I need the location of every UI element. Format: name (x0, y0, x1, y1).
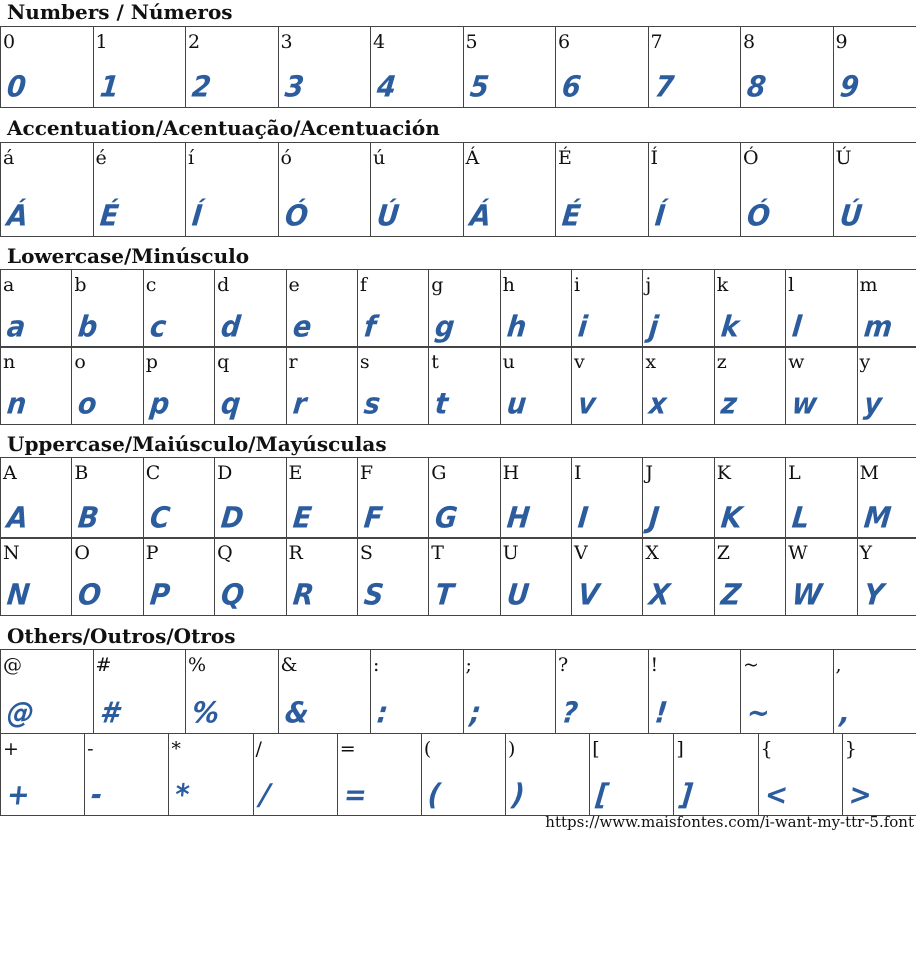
glyph-cell (1, 347, 72, 425)
glyph-cell (143, 458, 214, 539)
character-label: # (95, 654, 112, 676)
glyph-sample: R (290, 578, 315, 613)
glyph-cell (286, 347, 357, 425)
uppercase-grid-row2 (0, 537, 916, 616)
glyph-cell (357, 347, 428, 425)
character-label: í (188, 147, 195, 169)
character-label: B (74, 462, 89, 484)
glyph-sample: n (5, 387, 28, 422)
character-label: ; (465, 654, 472, 676)
glyph-cell (215, 347, 286, 425)
character-label: + (3, 738, 19, 760)
character-label: É (558, 147, 572, 169)
character-label: v (574, 351, 585, 373)
glyph-cell (500, 538, 571, 616)
glyph-cell (93, 650, 186, 734)
glyph-cell (72, 347, 143, 425)
glyph-sample: 3 (282, 70, 305, 105)
glyph-sample: # (97, 696, 120, 731)
glyph-cell (186, 27, 279, 108)
character-label: e (288, 274, 300, 296)
character-label: 6 (558, 31, 571, 53)
glyph-cell (278, 650, 371, 734)
glyph-cell (337, 734, 421, 816)
glyph-sample: C (148, 501, 171, 536)
character-label: q (217, 351, 230, 373)
glyph-sample: @ (5, 696, 35, 731)
glyph-sample: f (362, 310, 377, 345)
glyph-sample: Y (861, 578, 884, 613)
glyph-sample: , (837, 696, 851, 731)
glyph-cell (572, 538, 643, 616)
glyph-sample: F (362, 501, 384, 536)
glyph-cell (371, 27, 464, 108)
glyph-cell (286, 458, 357, 539)
character-label: ) (508, 738, 516, 760)
glyph-sample: ; (467, 696, 482, 731)
glyph-sample: x (647, 387, 668, 422)
glyph-sample: t (433, 387, 449, 422)
glyph-cell (1, 734, 85, 816)
character-label: I (574, 462, 582, 484)
character-label: l (788, 274, 795, 296)
glyph-cell (758, 734, 842, 816)
glyph-sample: ) (510, 778, 526, 813)
glyph-sample: < (762, 778, 788, 813)
glyph-sample: * (173, 778, 191, 813)
glyph-sample: W (790, 578, 823, 613)
glyph-sample: p (148, 387, 170, 422)
character-label: { (760, 738, 773, 760)
glyph-sample: Ó (282, 199, 309, 234)
character-label: é (95, 147, 107, 169)
glyph-sample: D (219, 501, 245, 536)
glyph-sample: É (97, 199, 119, 234)
character-label: Ú (835, 147, 852, 169)
character-label: f (359, 274, 367, 296)
glyph-sample: m (861, 310, 893, 345)
character-label: ? (558, 654, 569, 676)
glyph-sample: Í (652, 199, 666, 234)
glyph-cell (506, 734, 590, 816)
glyph-cell (85, 734, 169, 816)
character-label: M (859, 462, 879, 484)
glyph-sample: s (362, 387, 381, 422)
glyph-cell (429, 270, 500, 348)
glyph-cell (1, 650, 94, 734)
character-label: : (373, 654, 380, 676)
character-label: V (574, 542, 588, 564)
section-title-accentuation: Accentuation/Acentuação/Acentuación (7, 116, 440, 140)
character-label: R (288, 542, 303, 564)
character-label: @ (3, 654, 22, 676)
glyph-cell (72, 538, 143, 616)
glyph-cell (643, 458, 714, 539)
glyph-sample: o (76, 387, 98, 422)
glyph-cell (93, 143, 186, 237)
glyph-cell (186, 143, 279, 237)
character-label: s (359, 351, 370, 373)
glyph-sample: ( (426, 778, 442, 813)
glyph-cell (429, 538, 500, 616)
glyph-sample: Q (219, 578, 245, 613)
glyph-sample: k (719, 310, 740, 345)
glyph-sample: Ú (837, 199, 863, 234)
glyph-cell (1, 458, 72, 539)
character-label: k (716, 274, 729, 296)
glyph-sample: V (576, 578, 600, 613)
lowercase-grid-row2 (0, 346, 916, 425)
character-label: K (716, 462, 731, 484)
glyph-sample: v (576, 387, 597, 422)
glyph-cell (833, 650, 916, 734)
glyph-sample: / (257, 778, 271, 813)
glyph-sample: 5 (467, 70, 490, 105)
glyph-cell (215, 270, 286, 348)
glyph-sample: Ó (745, 199, 771, 234)
glyph-sample: 6 (560, 70, 582, 105)
glyph-sample: Ú (375, 199, 400, 234)
glyph-cell (786, 347, 857, 425)
glyph-cell (357, 458, 428, 539)
glyph-sample: M (861, 501, 892, 536)
glyph-sample: j (647, 310, 660, 345)
character-label: Í (650, 147, 659, 169)
glyph-sample: H (504, 501, 531, 536)
character-label: L (788, 462, 801, 484)
character-label: á (3, 147, 15, 169)
glyph-cell (842, 734, 916, 816)
glyph-cell (463, 27, 556, 108)
glyph-sample: U (504, 578, 530, 613)
character-label: a (3, 274, 15, 296)
character-label: 2 (188, 31, 201, 53)
glyph-sample: l (790, 310, 803, 345)
glyph-sample: ! (652, 696, 668, 731)
glyph-cell (674, 734, 758, 816)
glyph-cell (357, 270, 428, 348)
character-label: % (188, 654, 207, 676)
glyph-cell (857, 347, 916, 425)
glyph-sample: b (76, 310, 99, 345)
glyph-sample: w (790, 387, 818, 422)
glyph-sample: z (719, 387, 738, 422)
glyph-sample: 4 (375, 70, 397, 105)
glyph-cell (143, 347, 214, 425)
others-grid-row1 (0, 649, 916, 734)
character-label: z (716, 351, 727, 373)
glyph-sample: 7 (652, 70, 675, 105)
glyph-sample: E (290, 501, 312, 536)
section-title-others: Others/Outros/Otros (7, 624, 236, 648)
glyph-cell (572, 270, 643, 348)
glyph-cell (429, 458, 500, 539)
character-label: C (145, 462, 161, 484)
character-label: & (280, 654, 298, 676)
glyph-sample: + (5, 778, 31, 813)
glyph-cell (741, 650, 834, 734)
glyph-cell (643, 538, 714, 616)
glyph-sample: % (190, 696, 220, 731)
glyph-cell (833, 143, 916, 237)
character-label: ! (650, 654, 659, 676)
others-grid-row2 (0, 733, 916, 816)
glyph-cell (857, 458, 916, 539)
glyph-sample: i (576, 310, 589, 345)
glyph-cell (215, 538, 286, 616)
character-label: W (788, 542, 808, 564)
glyph-sample: h (504, 310, 527, 345)
character-label: Z (716, 542, 730, 564)
character-label: 8 (743, 31, 756, 53)
glyph-sample: A (5, 501, 29, 536)
glyph-cell (215, 458, 286, 539)
glyph-cell (357, 538, 428, 616)
glyph-cell (786, 538, 857, 616)
character-label: m (859, 274, 878, 296)
character-label: h (502, 274, 515, 296)
character-label: / (255, 738, 262, 760)
glyph-cell (371, 650, 464, 734)
character-label: O (74, 542, 90, 564)
glyph-cell (93, 27, 186, 108)
glyph-sample: 9 (837, 70, 860, 105)
glyph-sample: Á (467, 199, 492, 234)
glyph-cell (648, 27, 741, 108)
glyph-sample: Í (190, 199, 203, 234)
character-label: 5 (465, 31, 478, 53)
glyph-sample: 1 (97, 70, 120, 105)
glyph-cell (500, 347, 571, 425)
character-label: U (502, 542, 519, 564)
character-label: t (431, 351, 439, 373)
glyph-sample: X (647, 578, 672, 613)
character-label: D (217, 462, 233, 484)
section-title-numbers: Numbers / Números (7, 0, 233, 24)
accentuation-grid (0, 142, 916, 237)
character-label: ( (423, 738, 432, 760)
character-label: ó (280, 147, 292, 169)
glyph-cell (143, 538, 214, 616)
glyph-sample: 0 (5, 70, 27, 105)
glyph-sample: q (219, 387, 242, 422)
character-label: y (859, 351, 871, 373)
character-label: T (431, 542, 444, 564)
glyph-cell (857, 538, 916, 616)
glyph-sample: ] (678, 778, 694, 813)
glyph-sample: & (282, 696, 309, 731)
character-label: g (431, 274, 444, 296)
character-label: Q (217, 542, 233, 564)
glyph-cell (253, 734, 337, 816)
glyph-cell (556, 143, 649, 237)
glyph-cell (714, 270, 785, 348)
glyph-sample: [ (594, 778, 610, 813)
glyph-sample: O (76, 578, 103, 613)
glyph-cell (714, 347, 785, 425)
character-label: N (3, 542, 20, 564)
glyph-cell (572, 347, 643, 425)
source-url[interactable]: https://www.maisfontes.com/i-want-my-ttr-5.font (545, 813, 914, 831)
character-label: = (339, 738, 356, 760)
character-label: E (288, 462, 303, 484)
glyph-sample: 8 (745, 70, 767, 105)
glyph-sample: J (647, 501, 661, 536)
character-label: Á (465, 147, 480, 169)
character-label: Ó (743, 147, 759, 169)
character-label: A (3, 462, 17, 484)
glyph-cell (833, 27, 916, 108)
glyph-cell (648, 143, 741, 237)
glyph-cell (463, 143, 556, 237)
character-label: d (217, 274, 230, 296)
glyph-sample: : (375, 696, 389, 731)
glyph-cell (500, 458, 571, 539)
character-label: 4 (373, 31, 386, 53)
character-label: r (288, 351, 298, 373)
character-label: c (145, 274, 157, 296)
glyph-sample: r (290, 387, 307, 422)
character-label: w (788, 351, 805, 373)
character-label: i (574, 274, 581, 296)
character-label: 9 (835, 31, 848, 53)
glyph-sample: 2 (190, 70, 212, 105)
glyph-cell (786, 270, 857, 348)
character-label: , (835, 654, 842, 676)
character-label: ] (676, 738, 684, 760)
character-label: n (3, 351, 16, 373)
glyph-cell (371, 143, 464, 237)
glyph-cell (741, 143, 834, 237)
glyph-cell (590, 734, 674, 816)
numbers-grid (0, 26, 916, 108)
character-label: 7 (650, 31, 663, 53)
glyph-cell (1, 27, 94, 108)
character-label: - (87, 738, 94, 760)
glyph-cell (143, 270, 214, 348)
glyph-cell (72, 458, 143, 539)
glyph-sample: P (148, 578, 171, 613)
glyph-cell (429, 347, 500, 425)
glyph-sample: d (219, 310, 242, 345)
glyph-sample: e (290, 310, 312, 345)
glyph-sample: > (847, 778, 873, 813)
glyph-cell (648, 650, 741, 734)
glyph-cell (186, 650, 279, 734)
character-label: X (645, 542, 659, 564)
character-label: ú (373, 147, 386, 169)
glyph-cell (714, 538, 785, 616)
glyph-sample: T (433, 578, 455, 613)
glyph-cell (857, 270, 916, 348)
character-label: S (359, 542, 373, 564)
glyph-sample: K (719, 501, 743, 536)
glyph-sample: L (790, 501, 811, 536)
character-label: [ (592, 738, 600, 760)
character-label: o (74, 351, 86, 373)
glyph-cell (572, 458, 643, 539)
glyph-cell (741, 27, 834, 108)
glyph-cell (643, 270, 714, 348)
character-label: 1 (95, 31, 108, 53)
glyph-cell (1, 538, 72, 616)
glyph-sample: - (89, 778, 104, 813)
glyph-sample: I (576, 501, 589, 536)
glyph-cell (286, 270, 357, 348)
glyph-sample: a (5, 310, 27, 345)
character-label: b (74, 274, 87, 296)
character-label: J (645, 462, 653, 484)
glyph-cell (421, 734, 505, 816)
glyph-sample: ? (560, 696, 579, 731)
character-label: ~ (743, 654, 759, 676)
glyph-sample: ~ (745, 696, 771, 731)
character-label: * (171, 738, 181, 760)
glyph-sample: G (433, 501, 459, 536)
character-label: 0 (3, 31, 16, 53)
glyph-sample: É (560, 199, 582, 234)
glyph-sample: B (76, 501, 100, 536)
glyph-cell (169, 734, 253, 816)
glyph-cell (556, 650, 649, 734)
character-label: H (502, 462, 520, 484)
glyph-sample: g (433, 310, 456, 345)
lowercase-grid-row1 (0, 269, 916, 348)
character-label: x (645, 351, 657, 373)
character-label: j (645, 274, 652, 296)
glyph-sample: N (5, 578, 31, 613)
character-label: 3 (280, 31, 293, 53)
glyph-cell (72, 270, 143, 348)
glyph-cell (556, 27, 649, 108)
glyph-cell (278, 27, 371, 108)
glyph-cell (1, 270, 72, 348)
glyph-sample: S (362, 578, 385, 613)
glyph-cell (1, 143, 94, 237)
character-label: P (145, 542, 159, 564)
character-label: p (145, 351, 158, 373)
glyph-cell (278, 143, 371, 237)
character-label: } (844, 738, 857, 760)
glyph-sample: Á (5, 199, 29, 234)
glyph-sample: = (341, 778, 368, 813)
glyph-cell (714, 458, 785, 539)
glyph-sample: c (148, 310, 167, 345)
glyph-cell (500, 270, 571, 348)
character-label: u (502, 351, 515, 373)
character-label: Y (859, 542, 873, 564)
section-title-uppercase: Uppercase/Maiúsculo/Mayúsculas (7, 432, 387, 456)
glyph-sample: Z (719, 578, 742, 613)
glyph-cell (463, 650, 556, 734)
glyph-cell (786, 458, 857, 539)
glyph-sample: y (861, 387, 882, 422)
uppercase-grid-row1 (0, 457, 916, 539)
character-label: F (359, 462, 374, 484)
glyph-sample: u (504, 387, 527, 422)
section-title-lowercase: Lowercase/Minúsculo (7, 244, 250, 268)
glyph-cell (286, 538, 357, 616)
glyph-cell (643, 347, 714, 425)
character-label: G (431, 462, 447, 484)
